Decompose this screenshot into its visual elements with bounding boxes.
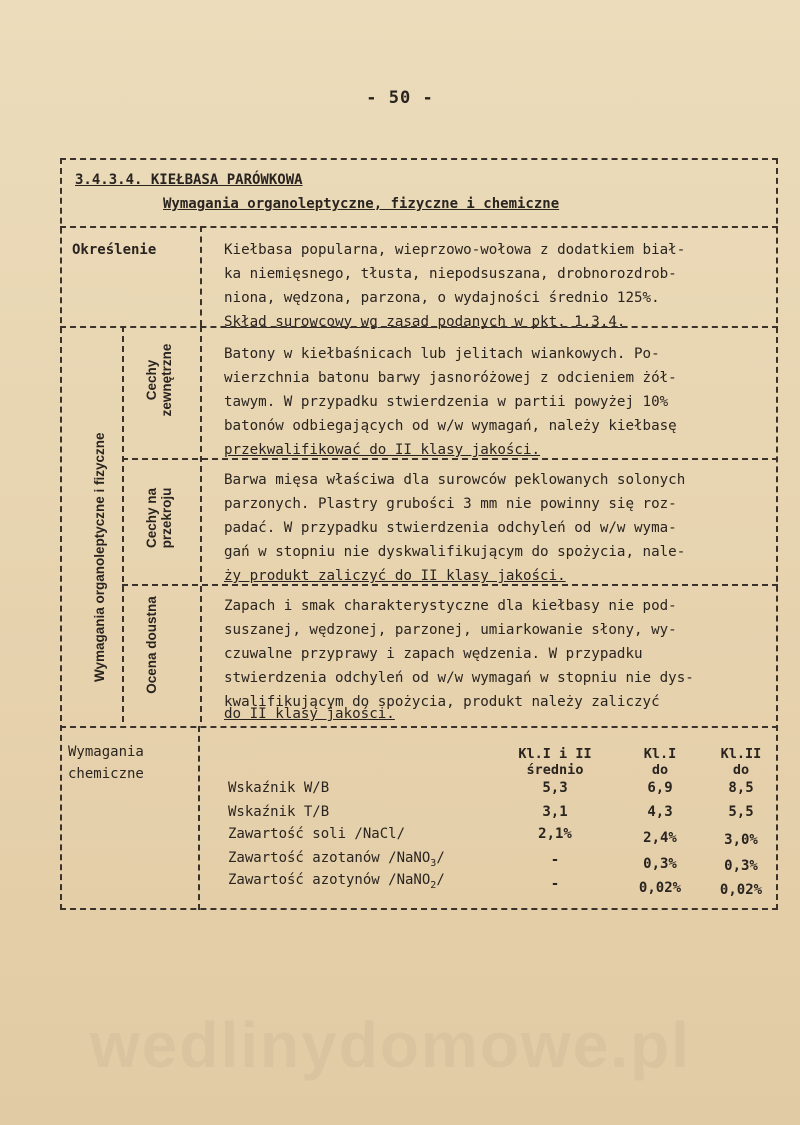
chem-row-4-v3: 0,3% [724, 858, 758, 874]
col-header-3-line1: Kl.II [720, 746, 762, 762]
chem-row-2-v2: 4,3 [647, 804, 673, 820]
organoleptic-divider [60, 726, 778, 728]
col-header-1 [505, 746, 605, 778]
chem-row-1-name: Wskaźnik W/B [228, 780, 330, 796]
chem-row-4-name [228, 850, 445, 869]
definition-line-1: Kiełbasa popularna, wieprzowo-wołowa z dodatkiem biał- [224, 242, 686, 258]
organoleptic-col-divider [200, 326, 202, 722]
col-header-3 [706, 746, 776, 778]
chem-row-2-name: Wskaźnik T/B [228, 804, 330, 820]
chem-row-5-sub: 2 [430, 879, 437, 891]
cross-section-line-3: padać. W przypadku stwierdzenia odchyleń od w/w wyma- [224, 520, 677, 536]
taste-line-3: czuwalne przyprawy i zapach wędzenia. W przypadku [224, 646, 643, 662]
cross-section-line-2: parzonych. Plastry grubości 3 mm nie powinny się roz- [224, 496, 677, 512]
chem-row-5-v3: 0,02% [719, 882, 763, 898]
chemical-label-1: Wymagania [68, 744, 144, 760]
chem-row-3-v1: 2,1% [538, 826, 572, 842]
external-line-1: Batony w kiełbaśnicach lub jelitach wiankowych. Po- [224, 346, 660, 362]
chem-row-2-v3: 5,5 [728, 804, 754, 820]
cross-section-divider [122, 584, 778, 586]
chem-row-3-v2: 2,4% [643, 830, 677, 846]
taste-line-1: Zapach i smak charakterystyczne dla kiełbasy nie pod- [224, 598, 677, 614]
chem-row-1-v1: 5,3 [542, 780, 568, 796]
page-number: - 50 - [366, 88, 434, 108]
chem-row-5-suffix: / [436, 872, 445, 888]
cross-section-line-4: gań w stopniu nie dyskwalifikującym do spożycia, nale- [224, 544, 686, 560]
chem-row-1-v3: 8,5 [728, 780, 754, 796]
taste-label: Ocena doustna [144, 596, 159, 694]
col-header-2 [625, 746, 695, 778]
external-line-4: batonów odbiegających od w/w wymagań, należy kiełbasę [224, 418, 677, 434]
definition-col-divider [200, 226, 202, 326]
taste-line-5: kwalifikującym do spożycia, produkt należy zaliczyć [224, 694, 660, 710]
chemical-label-2: chemiczne [68, 766, 144, 782]
col-header-1-line2: średnio [526, 762, 584, 778]
col-header-2-line2: do [651, 762, 669, 778]
chem-row-1-v2: 6,9 [647, 780, 673, 796]
watermark-text: wedlinydomowe.pl [90, 1009, 691, 1081]
col-header-1-line1: Kl.I i II [518, 746, 592, 762]
external-line-3: tawym. W przypadku stwierdzenia w partii powyżej 10% [224, 394, 669, 410]
chem-row-5-text: Zawartość azotynów /NaNO [228, 872, 431, 888]
external-line-5: przekwalifikować do II klasy jakości. [224, 442, 541, 458]
heading-divider [60, 226, 778, 228]
chem-row-4-sub: 3 [430, 857, 437, 869]
definition-label: Określenie [72, 242, 157, 258]
chem-row-4-v1: - [550, 852, 560, 868]
chem-row-4-v2: 0,3% [643, 856, 677, 872]
col-header-2-line1: Kl.I [643, 746, 677, 762]
external-divider [122, 458, 778, 460]
chem-row-5-name [228, 872, 445, 891]
external-features-label: Cechy zewnętrzne [144, 343, 174, 417]
cross-section-line-5: ży produkt zaliczyć do II klasy jakości. [224, 568, 566, 584]
taste-line-2: suszanej, wędzonej, parzonej, umiarkowanie słony, wy- [224, 622, 677, 638]
organoleptic-group-divider [122, 326, 124, 722]
chemical-col-divider [198, 726, 200, 910]
taste-line-6: do II klasy jakości. [224, 706, 395, 722]
chem-row-5-v2: 0,02% [638, 880, 682, 896]
section-subtitle: Wymagania organoleptyczne, fizyczne i chemiczne [163, 196, 560, 212]
chem-row-4-text: Zawartość azotanów /NaNO [228, 850, 431, 866]
definition-line-2: ka niemięsnego, tłusta, niepodsuszana, drobnorozdrob- [224, 266, 677, 282]
organoleptic-group-label: Wymagania organoleptyczne i fizyczne [92, 432, 107, 682]
definition-line-3: niona, wędzona, parzona, o wydajności średnio 125%. [224, 290, 660, 306]
cross-section-line-1: Barwa mięsa właściwa dla surowców peklowanych solonych [224, 472, 686, 488]
definition-line-4: Skład surowcowy wg zasad podanych w pkt. 1.3.4. [224, 314, 626, 330]
chem-row-2-v1: 3,1 [542, 804, 568, 820]
definition-divider [60, 326, 778, 328]
chem-row-3-name: Zawartość soli /NaCl/ [228, 826, 406, 842]
cross-section-label: Cechy na przekroju [144, 487, 174, 549]
chem-row-4-suffix: / [436, 850, 445, 866]
external-line-2: wierzchnia batonu barwy jasnoróżowej z odcieniem żół- [224, 370, 677, 386]
col-header-3-line2: do [732, 762, 750, 778]
chem-row-5-v1: - [550, 876, 560, 892]
section-title: 3.4.3.4. KIEŁBASA PARÓWKOWA [75, 172, 303, 188]
taste-line-4: stwierdzenia odchyleń od w/w wymagań w stopniu nie dys- [224, 670, 694, 686]
chem-row-3-v3: 3,0% [724, 832, 758, 848]
